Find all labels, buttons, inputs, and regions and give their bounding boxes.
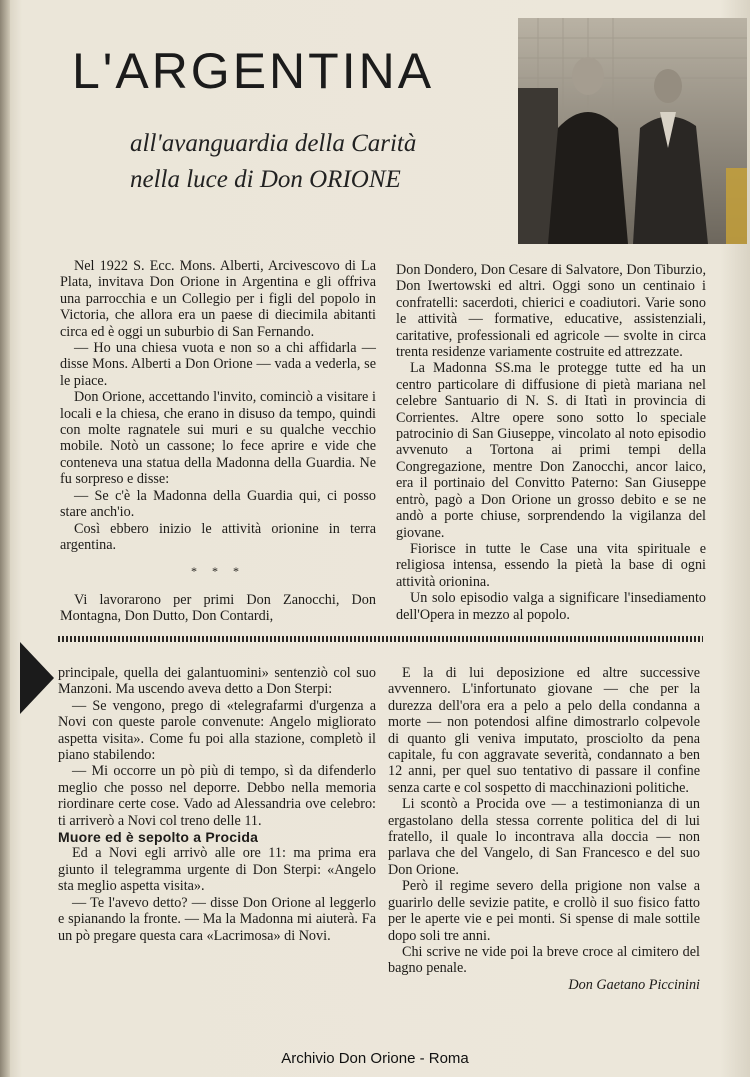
photo-illustration <box>518 18 747 244</box>
paragraph: Però il regime severo della prigione non valse a guarirlo delle sevizie patite, e crollò il suo fisico fatto per le aperte vie e pei monti. Si spense di male sottile dopo soli tre anni. <box>388 878 700 944</box>
paragraph: Ed a Novi egli arrivò alle ore 11: ma prima era giunto il telegramma urgente di Don Sterpi: «Angelo sta meglio aspetta visita». <box>58 845 376 895</box>
photo-two-men <box>518 18 747 244</box>
man-head <box>654 69 682 103</box>
priest-cassock <box>548 112 628 244</box>
dotted-divider <box>58 636 703 642</box>
column-2 <box>396 262 706 623</box>
subtitle-line-1: all'avanguardia della Carità <box>130 130 417 157</box>
paragraph: Don Orione, accettando l'invito, cominciò a visitare i locali e la chiesa, che erano in disuso da tempo, quindi con molte ragnatele sui muri e su qualche vecchio mobile. Notò un cassone; lo fece aprire e vide che conteneva una statua della Madonna della Guardia. Ne fu sorpreso e disse: <box>60 389 376 488</box>
author-signature: Don Gaetano Piccinini <box>568 976 700 993</box>
paragraph: — Ho una chiesa vuota e non so a chi affidarla — disse Mons. Alberti a Don Orione — vada a vederla, se le piace. <box>60 340 376 389</box>
paragraph: Così ebbero inizio le attività orionine in terra argentina. <box>60 520 376 553</box>
paragraph: La Madonna SS.ma le protegge tutte ed ha un centro particolare di diffusione di pietà mariana nel celebre Santuario di N. S. di Itatì in provincia di Corrientes. Altre opere sono sotto lo speciale patrocinio di San Giuseppe, vincolato al noto episodio avvenuto a Tortona ai primi tempi della Congregazione, mentre Don Zanocchi, ancor laico, era il portinaio del Convitto Paterno: San Giuseppe entrò, pagò a Don Orione un grosso debito e se ne andò a porte chiuse, sorprendendo la vigilanza del giovane. <box>396 360 706 541</box>
priest-head <box>572 57 604 95</box>
paragraph: — Se vengono, prego di «telegrafarmi d'urgenza a Novi con queste parole convenute: Angelo migliorato aspetta visita». Come fu poi alla stazione, completò il piano stabilendo: <box>58 697 376 764</box>
archive-footer: Archivio Don Orione - Roma <box>281 1050 469 1067</box>
page-spine-shadow <box>0 0 10 1077</box>
paragraph: Don Dondero, Don Cesare di Salvatore, Don Tiburzio, Don Iwertowski ed altri. Oggi sono un centinaio i confratelli: sacerdoti, chierici e coadiutori. Varie sono le attività — formative, educative, assistenziali, caritative, professionali ed agricole — svolte in circa trenta residenze variamente costruite ed attrezzate. <box>396 262 706 361</box>
continuation-arrow-icon <box>20 642 54 714</box>
paragraph: Chi scrive ne vide poi la breve croce al cimitero del bagno penale. <box>388 943 700 977</box>
column-1 <box>60 258 376 625</box>
article-title: L'ARGENTINA <box>72 43 435 99</box>
article-subtitle <box>130 126 416 198</box>
paragraph: — Se c'è la Madonna della Guardia qui, ci posso stare anch'io. <box>60 487 376 521</box>
column-4 <box>388 665 700 993</box>
section-stars: * * * <box>191 564 245 579</box>
subtitle-line-2: nella luce di Don ORIONE <box>130 166 401 193</box>
paragraph: Li scontò a Procida ove — a testimonianza di un ergastolano della stessa corrente politica del di lui fratello, il quale lo incontrava alla doccia — non parlava che del Vangelo, di San Francesco e del suo Don Orione. <box>388 796 700 878</box>
paragraph: E la di lui deposizione ed altre successive avvennero. L'infortunato giovane — che per la durezza dell'ora era a pelo a pelo della condanna a morte — non potendosi alfine dimostrarlo colpevole di quanto gli veniva imputato, prosciolto da pena capitale, fu con aggravate severità, condannato a ben 12 anni, per quel suo tentativo di passare il confine senza carte e col sospetto di macchinazioni politiche. <box>388 665 700 796</box>
paragraph: — Te l'avevo detto? — disse Don Orione al leggerlo e spianando la fronte. — Ma la Madonna mi aiuterà. Fa un pò pregare questa cara «Lacrimosa» di Novi. <box>58 894 376 944</box>
column-3 <box>58 665 376 944</box>
paragraph: Vi lavorarono per primi Don Zanocchi, Don Montagna, Don Dutto, Don Contardi, <box>60 591 376 625</box>
paragraph: — Mi occorre un pò più di tempo, sì da difenderlo meglio che posso nel deporre. Debbo nella memoria riordinare certe cose. Vado ad Alessandria ove celebro: ti arriverò a Novi col treno delle 11. <box>58 763 376 829</box>
paragraph: Nel 1922 S. Ecc. Mons. Alberti, Arcivescovo di La Plata, invitava Don Orione in Argentina e gli offriva una parrocchia e un Collegio per i figli del popolo in Victoria, che allora era un paese di diecimila abitanti circa ed è oggi un suburbio di San Fernando. <box>60 258 376 340</box>
paragraph: Fiorisce in tutte le Case una vita spirituale e religiosa intensa, essendo la pietà la base di ogni attività orionina. <box>396 540 706 590</box>
paragraph: principale, quella dei galantuomini» sentenziò col suo Manzoni. Ma uscendo aveva detto a Don Sterpi: <box>58 665 376 698</box>
paragraph: Un solo episodio valga a significare l'insediamento dell'Opera in mezzo al popolo. <box>396 590 706 623</box>
section-heading: Muore ed è sepolto a Procida <box>58 829 259 846</box>
